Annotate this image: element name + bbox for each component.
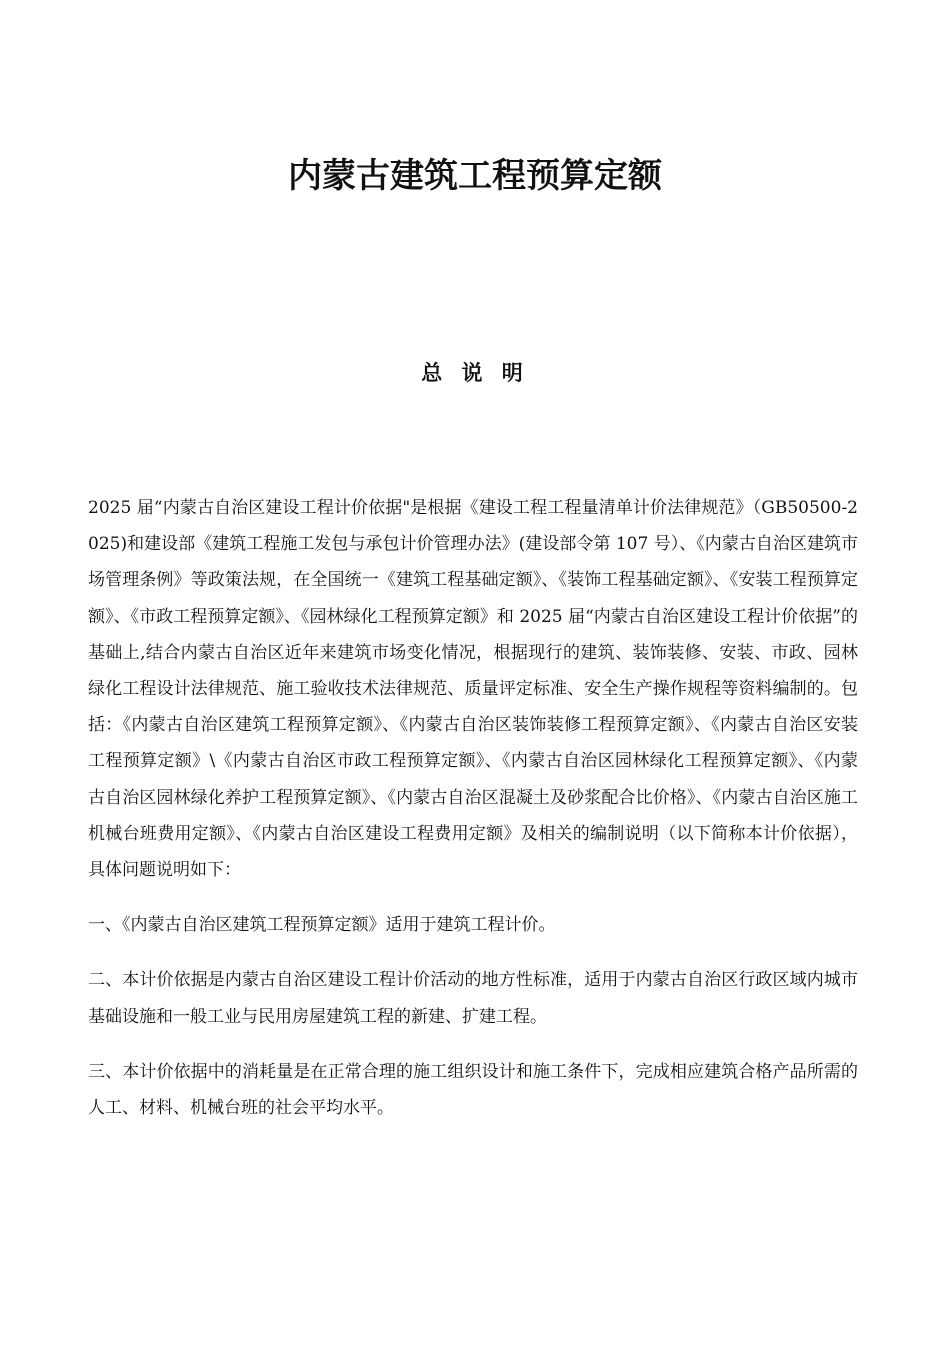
paragraph-item-1: 一、《内蒙古自治区建筑工程预算定额》适用于建筑工程计价。 [88, 915, 556, 936]
paragraph-intro: 2025 届“内蒙古自治区建设工程计价依据"是根据《建设工程工程量清单计价法律规范》（GB50500-2025)和建设部《建筑工程施工发包与承包计价管理办法》(建设部令第 107 号）、《内蒙古自治区建筑市场管理条例》等政策法规，在全国统一《建筑工程基础定额》、《装饰工程基础定额》、《安装工程预算定额》、《市政工程预算定额》、《园林绿化工程预算定额》和 2025 届“内蒙古自治区建设工程计价依据”的基础上,结合内蒙古自治区近年来建筑市场变化情况，根据现行的建筑、装饰装修、安装、市政、园林绿化工程设计法律规范、施工验收技术法律规范、质量评定标准、安全生产操作规程等资料编制的。包括：《内蒙古自治区建筑工程预算定额》、《内蒙古自治区装饰装修工程预算定额》、《内蒙古自治区安装工程预算定额》\《内蒙古自治区市政工程预算定额》、《内蒙古自治区园林绿化工程预算定额》、《内蒙古自治区园林绿化养护工程预算定额》、《内蒙古自治区混凝土及砂浆配合比价格》、《内蒙古自治区施工机械台班费用定额》、《内蒙古自治区建设工程费用定额》及相关的编制说明（以下简称本计价依据），具体问题说明如下： [88, 498, 858, 881]
section-heading: 总 说 明 [421, 361, 529, 385]
paragraph-item-3: 三、本计价依据中的消耗量是在正常合理的施工组织设计和施工条件下，完成相应建筑合格产品所需的人工、材料、机械台班的社会平均水平。 [88, 1061, 858, 1119]
paragraph-item-2: 二、本计价依据是内蒙古自治区建设工程计价活动的地方性标准，适用于内蒙古自治区行政区域内城市基础设施和一般工业与民用房屋建筑工程的新建、扩建工程。 [88, 970, 858, 1027]
document-body [88, 490, 858, 1145]
document-title: 内蒙古建筑工程预算定额 [288, 156, 662, 196]
